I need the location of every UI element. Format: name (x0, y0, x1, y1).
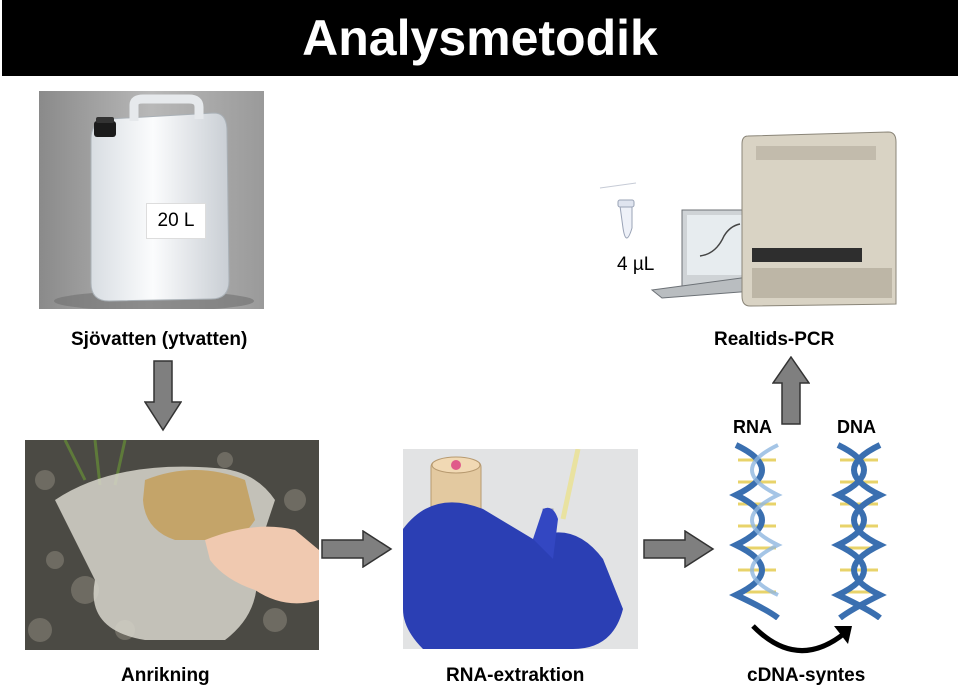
pcr-caption: Realtids-PCR (714, 329, 835, 350)
enrichment-photo (25, 440, 319, 650)
canister-volume-label: 20 L (146, 203, 206, 239)
dna-helix (830, 440, 888, 620)
arrow-right-icon (321, 530, 393, 568)
cdna-caption: cDNA-syntes (747, 665, 866, 686)
page-title: Analysmetodik (302, 10, 658, 66)
curved-arrow-icon (748, 622, 858, 662)
enrichment-caption: Anrikning (121, 665, 210, 686)
arrow-down-icon (144, 360, 182, 432)
arrow-up-icon (772, 356, 810, 426)
arrow-right-icon (643, 530, 715, 568)
dna-label: DNA (837, 417, 876, 437)
extraction-photo (403, 449, 638, 649)
rna-label: RNA (733, 417, 772, 437)
rna-helix (728, 440, 786, 620)
canister-caption: Sjövatten (ytvatten) (71, 329, 248, 350)
pcr-instrument-photo (596, 126, 898, 316)
title-bar (2, 0, 958, 76)
extraction-caption: RNA-extraktion (446, 665, 585, 686)
pcr-volume-label: 4 µL (617, 254, 655, 275)
water-canister-photo (39, 91, 264, 309)
